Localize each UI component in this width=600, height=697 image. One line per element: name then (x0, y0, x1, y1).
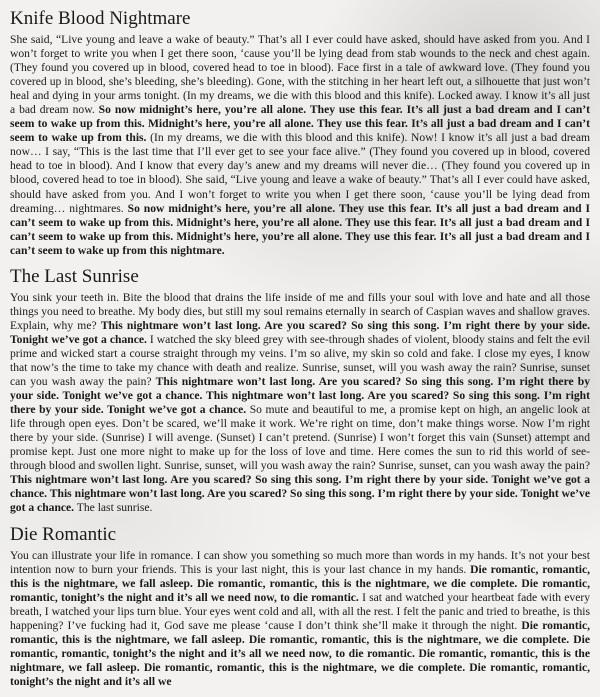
chorus-run: This nightmare won’t last long. Are you scared? So sing this song. I’m right there by your side. Tonight we’ve got a chance. This nightmare won’t last long. Are you scared? So sing this song. I’m right there by your side. Tonight we’ve got a chance. (10, 375, 590, 417)
lyrics-run: I sat and watched your heartbeat fade with every breath, I watched your lips turn blue. Your eyes went cold and all, with all the rest. I felt the panic and tried to breathe, is this happening? I’ve fucking had it, God save me please ‘cause I don’t think she’ll make it through the night. (10, 590, 591, 632)
lyrics-run: (In my dreams, we die with this blood and this knife). Now! I know it’s all just a bad dream now… I say, “This is the last time that I’ll ever get to see your face alive.” (They found you covered up in blood, covered head to toe in blood). And I know that every day’s anew and my dreams will never die… (They found you covered up in blood, covered head to toe in blood). She said, “Live young and leave a wake of beauty.” That’s all I ever could have asked, should have asked from you. And I won’t forget to write you when I get there soon, ‘cause you’ll be lying dead from dreaming… nightmares. (10, 131, 590, 215)
song-lyrics (10, 33, 590, 258)
lyrics-run: So mute and beautiful to me, a promise kept on high, an angelic look at life through open eyes. Don’t be scared, we’ll make it work. We’re right on time, don’t make things worse. Now I’m right there by your side. (Sunrise) I will avenge. (Sunset) I can’t pretend. (Sunrise) I won’t forget this vain (Sunset) attempt and promise kept. Just one more night to make up for the loss of love and time. Here comes the sun to rid this world of see-through blood and swollen light. Sunrise, sunset, will you wash away the rain? Sunrise, sunset, can you wash away the pain? (10, 403, 590, 473)
chorus-run: This nightmare won’t last long. Are you scared? So sing this song. I’m right there by your side. Tonight we’ve got a chance. This nightmare won’t last long. Are you scared? So sing this song. I’m right there by your side. Tonight we’ve got a chance. (10, 473, 590, 515)
song-title: The Last Sunrise (10, 265, 139, 287)
chorus-run: Die romantic, romantic, this is the nightmare, we fall asleep. Die romantic, romantic, this is the nightmare, we die complete. Die romantic, romantic, tonight’s the night and it’s all we need now, to die romantic. (10, 562, 590, 604)
chorus-run: So now midnight’s here, you’re all alone. They use this fear. It’s all just a bad dream and I can’t seem to wake up from this. Midnight’s here, you’re all alone. They use this fear. It’s all just a bad dream and I can’t seem to wake up from this. Midnight’s here, you’re all alone. They use this fear. It’s all just a bad dream and I can’t seem to wake up from this nightmare. (10, 201, 590, 257)
chorus-run: Die romantic, romantic, this is the nightmare, we fall asleep. Die romantic, romantic, this is the nightmare, we die complete. Die romantic, romantic, tonight’s the night and it’s all we need now, to die romantic. Die romantic, romantic, this is the nightmare, we fall asleep. Die romantic, romantic, this is the nightmare, we die complete. Die romantic, romantic, tonight’s the night and it’s all we (10, 618, 590, 688)
song-section (10, 524, 590, 689)
lyrics-run: The last sunrise. (74, 501, 153, 515)
song-title: Die Romantic (10, 523, 117, 545)
lyrics-page (10, 8, 590, 697)
lyrics-run: I watched the sky bleed grey with see-through shades of violent, bloody stains and felt the evil prime and wicked start a course straight through my veins. I’m so alive, my skin so cold and fake. I close my eyes, I know that now’s the time to take my chance with death and realize. Sunrise, sunset, will you wash away the rain? Sunrise, sunset can you wash away the pain? (10, 332, 590, 389)
song-title: Knife Blood Nightmare (10, 8, 191, 29)
lyrics-run: You sink your teeth in. Bite the blood that drains the life inside of me and fills your soul with love and hate and all those things you need to breathe. My body dies, but still my soul remains eternally in search of Caspian waves and shallow graves. Explain, why me? (10, 290, 590, 332)
song-lyrics (10, 291, 590, 516)
chorus-run: This nightmare won’t last long. Are you scared? So sing this song. I’m right there by your side. Tonight we’ve got a chance. (10, 318, 590, 346)
chorus-run: So now midnight’s here, you’re all alone. They use this fear. It’s all just a bad dream and I can’t seem to wake up from this. Midnight’s here, you’re all alone. They use this fear. It’s all just a bad dream and I can’t seem to wake up from this. (10, 103, 591, 145)
song-lyrics (10, 549, 590, 689)
lyrics-run: You can illustrate your life in romance. I can show you something so much more than words in my hands. It’s not your best intention now to burn your friends. This is your last night, this is your last chance in my hands. (10, 548, 590, 576)
lyrics-run: She said, “Live young and leave a wake of beauty.” That’s all I ever could have asked, should have asked from you. And I won’t forget to write you when I get there soon, ‘cause you’ll be lying dead from stab wounds to the neck and chest again. (They found you covered up in blood, covered head to toe in blood). Face first in a tale of awkward love. (They found you covered up in blood, she’s bleeding, she’s bleeding). Gone, with the stitching in her heart left out, a silhouette that just won’t heal and dying in your arms tonight. (In my dreams, we die with this blood and this knife). Locked away. I know it’s all just a bad dream now. (10, 33, 590, 117)
song-section (10, 266, 590, 516)
song-section (10, 8, 590, 258)
